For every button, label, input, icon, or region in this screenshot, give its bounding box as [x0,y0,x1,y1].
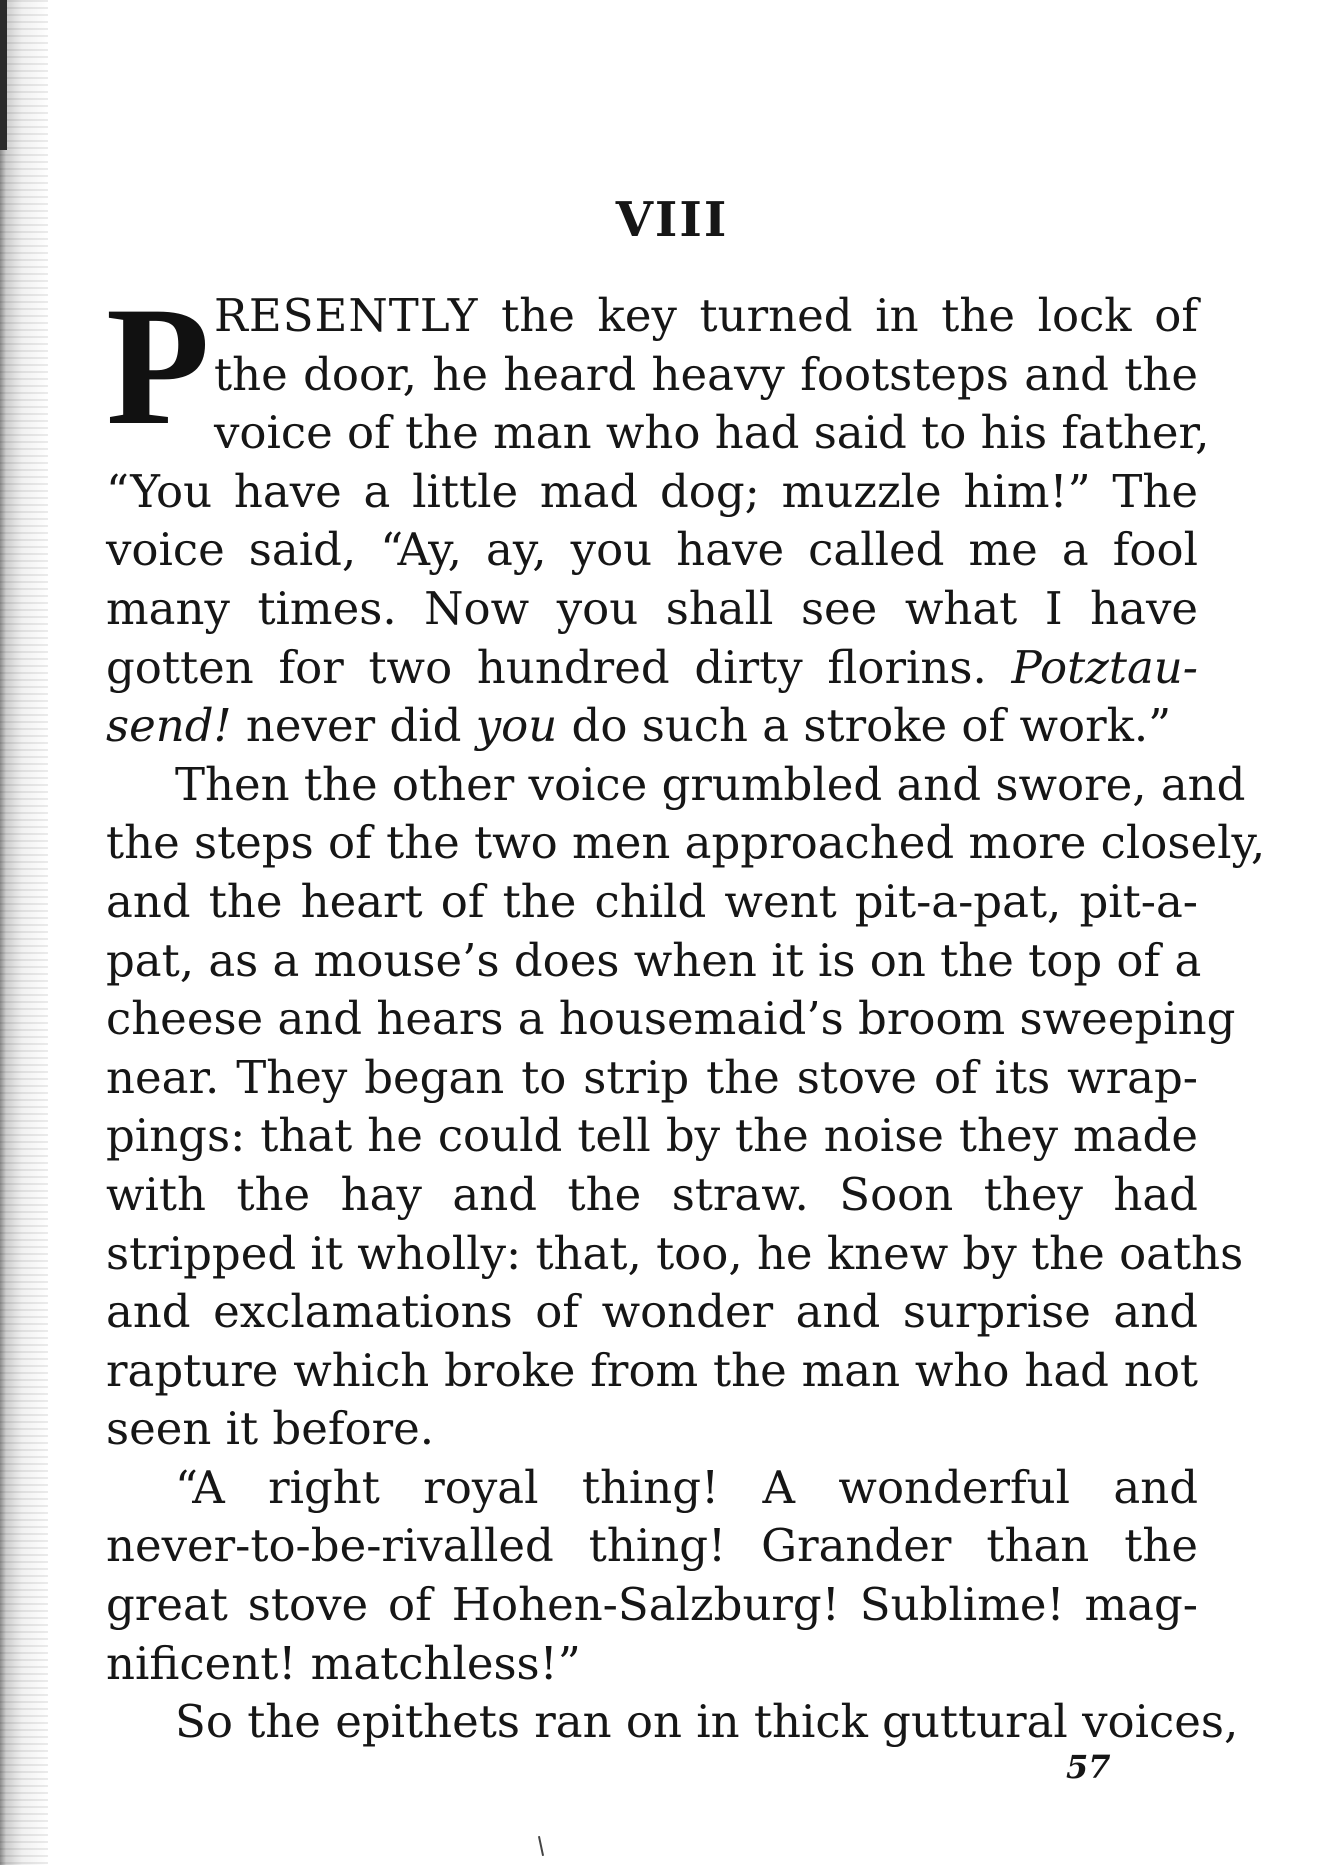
text-line: near. They began to strip the stove of its wrap- [106,1050,1198,1104]
body-text [106,272,1266,1752]
text-line: with the hay and the straw. Soon they had [106,1167,1198,1221]
text-line: many times. Now you shall see what I have [106,581,1198,635]
text-line: pat, as a mouse’s does when it is on the top of a [106,933,1202,987]
text-line: So the epithets ran on in thick guttural voices, [175,1695,1239,1749]
text-line: send! never did you do such a stroke of work.” [106,699,1172,753]
text-line: rapture which broke from the man who had not [106,1343,1198,1397]
text-line: voice said, “Ay, ay, you have called me a fool [106,523,1198,577]
text-line: gotten for two hundred dirty florins. Potztau- [106,640,1198,694]
print-speck [538,1836,544,1856]
text-line: Then the other voice grumbled and swore, and [175,757,1246,811]
chapter-heading: VIII [615,192,729,248]
text-line: voice of the man who had said to his father, [214,406,1210,460]
text-line: and exclamations of wonder and surprise and [106,1285,1198,1339]
binding-shadow [0,0,7,150]
text-line: nificent! matchless!” [106,1636,581,1690]
binding-edge [0,0,48,1865]
text-line: RESENTLY the key turned in the lock of [214,289,1198,342]
text-line: the door, he heard heavy footsteps and the [214,347,1198,401]
text-line: cheese and hears a housemaid’s broom sweeping [106,992,1236,1046]
text-line: seen it before. [106,1402,435,1456]
text-line: great stove of Hohen-Salzburg! Sublime! mag- [106,1578,1198,1632]
text-line: “You have a little mad dog; muzzle him!” The [106,464,1198,518]
text-line: the steps of the two men approached more closely, [106,816,1266,870]
text-line: “A right royal thing! A wonderful and [175,1460,1198,1514]
drop-cap: P [106,272,210,460]
page-number: 57 [1066,1748,1111,1786]
text-line: pings: that he could tell by the noise they made [106,1109,1198,1163]
text-line: stripped it wholly: that, too, he knew by the oaths [106,1226,1244,1280]
text-line: never-to-be-rivalled thing! Grander than the [106,1519,1198,1573]
text-line: and the heart of the child went pit-a-pat, pit-a- [106,874,1198,928]
